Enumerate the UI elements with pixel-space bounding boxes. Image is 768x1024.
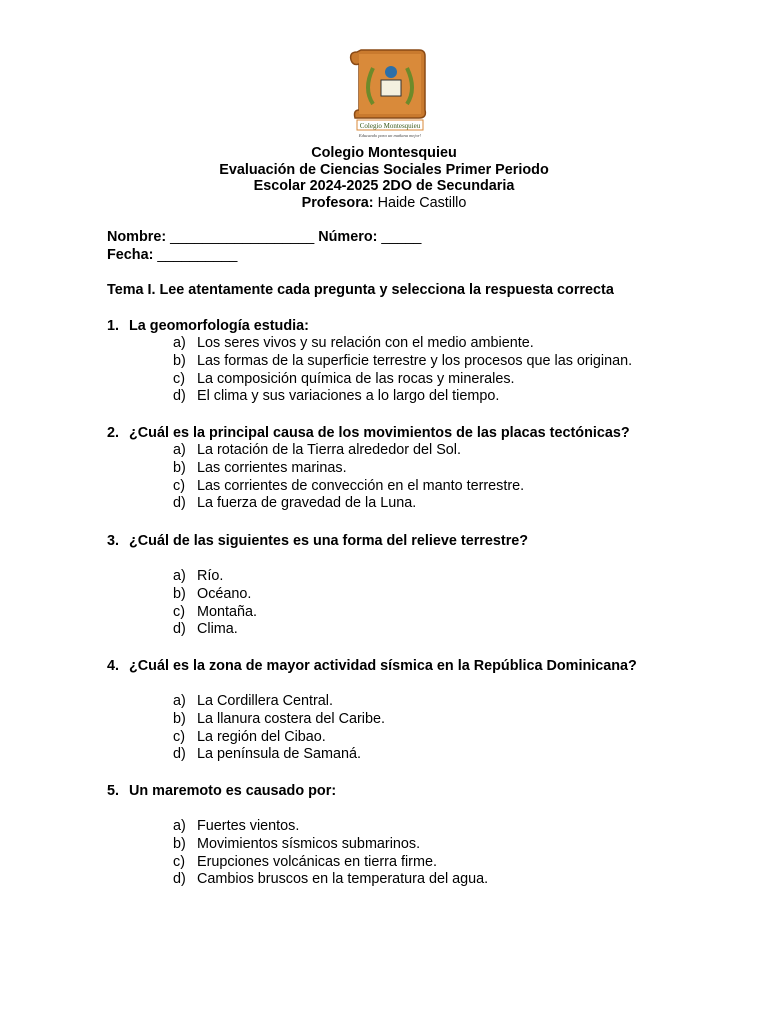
name-label: Nombre:: [107, 229, 167, 245]
options-list: [173, 335, 727, 406]
option-a[interactable]: a) Los seres vivos y su relación con el medio ambiente.: [173, 335, 534, 351]
teacher-line: [0, 195, 768, 212]
option-b[interactable]: b) Océano.: [173, 585, 252, 602]
name-number-line: [107, 228, 421, 246]
question-text: Un maremoto es causado por:: [129, 783, 337, 799]
svg-text:Educando para un mañana mejor!: Educando para un mañana mejor!: [358, 133, 422, 138]
date-label: Fecha:: [107, 247, 154, 263]
question-3: [107, 532, 727, 639]
option-a[interactable]: a) La rotación de la Tierra alrededor del Sol.: [173, 442, 461, 458]
question-text: ¿Cuál de las siguientes es una forma del relieve terrestre?: [129, 533, 529, 549]
name-field[interactable]: __________________: [170, 229, 315, 245]
question-heading: [107, 532, 727, 550]
option-a[interactable]: a) La Cordillera Central.: [173, 693, 333, 709]
option-a[interactable]: a) Río.: [173, 568, 224, 584]
question-2: [107, 424, 727, 513]
teacher-name: Haide Castillo: [377, 194, 467, 211]
school-name: Colegio Montesquieu: [311, 145, 457, 161]
option-d[interactable]: d) La península de Samaná.: [173, 746, 362, 763]
option-a[interactable]: a) Fuertes vientos.: [173, 818, 300, 834]
student-fields: [107, 228, 421, 264]
school-logo: [343, 44, 435, 140]
option-c[interactable]: c) Montaña.: [173, 603, 258, 620]
question-heading: [107, 657, 727, 675]
options-list: [173, 442, 727, 513]
question-number: 2.: [107, 425, 120, 441]
question-number: 3.: [107, 533, 120, 549]
document-header: [0, 145, 768, 211]
date-line: [107, 246, 421, 264]
option-d[interactable]: d) Clima.: [173, 621, 238, 638]
option-c[interactable]: c) La región del Cibao.: [173, 728, 326, 745]
option-d[interactable]: d) La fuerza de gravedad de la Luna.: [173, 495, 417, 512]
question-5: [107, 782, 727, 889]
option-b[interactable]: b) La llanura costera del Caribe.: [173, 710, 385, 727]
question-text: ¿Cuál es la zona de mayor actividad sísmica en la República Dominicana?: [129, 658, 637, 674]
question-heading: [107, 424, 727, 442]
option-b[interactable]: b) Las corrientes marinas.: [173, 459, 347, 476]
exam-subtitle: Escolar 2024-2025 2DO de Secundaria: [253, 178, 515, 194]
date-field[interactable]: __________: [157, 247, 238, 263]
teacher-label: Profesora:: [301, 194, 374, 211]
section-instructions: Tema I. Lee atentamente cada pregunta y selecciona la respuesta correcta: [107, 282, 614, 298]
option-b[interactable]: b) Movimientos sísmicos submarinos.: [173, 835, 421, 852]
svg-text:Colegio Montesquieu: Colegio Montesquieu: [359, 122, 421, 130]
option-b[interactable]: b) Las formas de la superficie terrestre y los procesos que las originan.: [173, 352, 633, 369]
exam-title: Evaluación de Ciencias Sociales Primer Periodo: [219, 161, 549, 178]
question-number: 4.: [107, 658, 120, 674]
options-list: [173, 818, 727, 889]
question-text: La geomorfología estudia:: [129, 318, 309, 334]
options-list: [173, 568, 727, 639]
question-text: ¿Cuál es la principal causa de los movimientos de las placas tectónicas?: [129, 425, 630, 441]
number-field[interactable]: _____: [381, 229, 422, 245]
question-heading: [107, 317, 727, 335]
option-c[interactable]: c) Las corrientes de convección en el manto terrestre.: [173, 477, 525, 494]
number-label: Número:: [318, 229, 378, 245]
option-c[interactable]: c) La composición química de las rocas y minerales.: [173, 370, 515, 387]
options-list: [173, 693, 727, 764]
question-1: [107, 317, 727, 406]
question-number: 1.: [107, 318, 120, 334]
question-number: 5.: [107, 783, 120, 799]
question-heading: [107, 782, 727, 800]
option-c[interactable]: c) Erupciones volcánicas en tierra firme.: [173, 853, 437, 870]
question-4: [107, 657, 727, 764]
option-d[interactable]: d) Cambios bruscos en la temperatura del agua.: [173, 871, 489, 888]
option-d[interactable]: d) El clima y sus variaciones a lo largo del tiempo.: [173, 388, 500, 405]
